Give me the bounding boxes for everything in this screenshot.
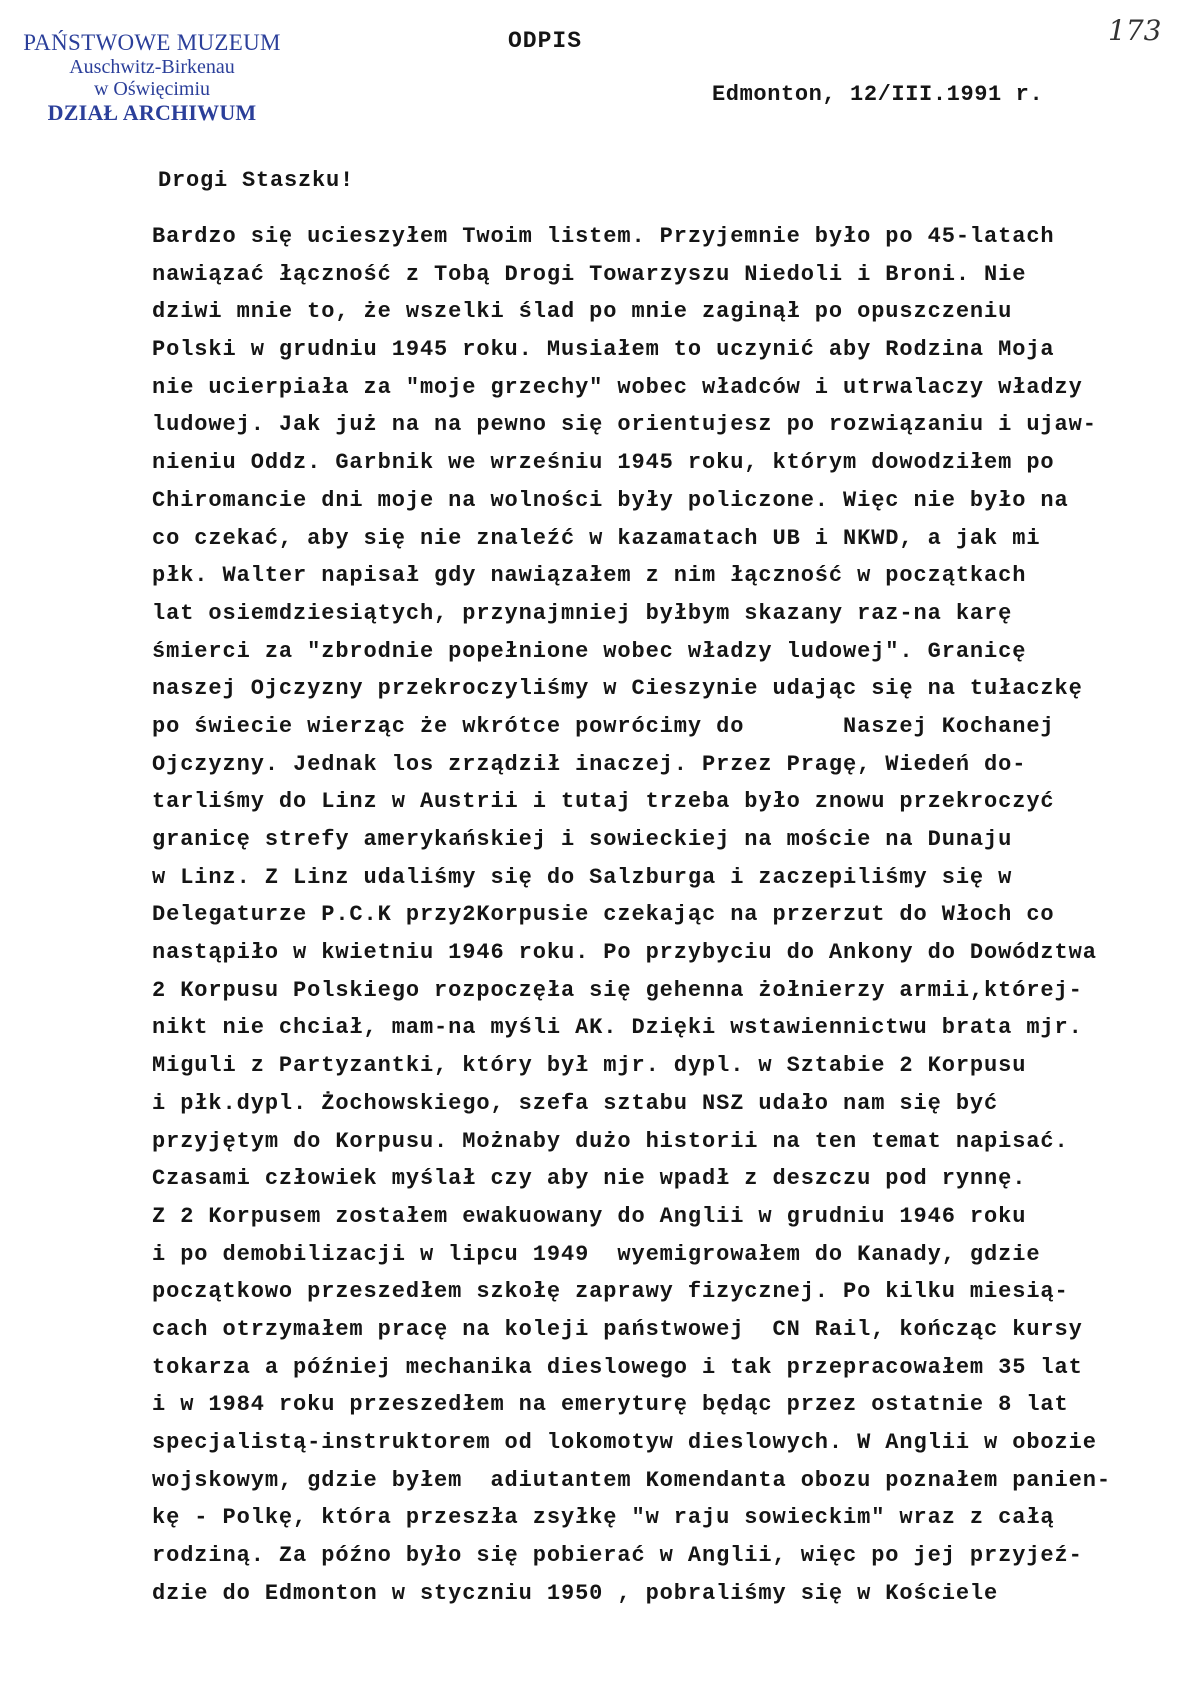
letter-line: wojskowym, gdzie byłem adiutantem Komendanta obozu poznałem panien- bbox=[152, 1467, 1111, 1493]
letter-line: lat osiemdziesiątych, przynajmniej byłbym skazany raz-na karę bbox=[152, 600, 1013, 626]
letter-line: śmierci za "zbrodnie popełnione wobec władzy ludowej". Granicę bbox=[152, 638, 1027, 664]
letter-line: co czekać, aby się nie znaleźć w kazamatach UB i NKWD, a jak mi bbox=[152, 525, 1041, 551]
letter-line: nikt nie chciał, mam-na myśli AK. Dzięki wstawiennictwu brata mjr. bbox=[152, 1015, 1083, 1041]
page-number: 173 bbox=[1108, 14, 1162, 47]
copy-label: ODPIS bbox=[508, 28, 583, 54]
letter-line: i w 1984 roku przeszedłem na emeryturę będąc przez ostatnie 8 lat bbox=[152, 1392, 1069, 1418]
letter-line: Polski w grudniu 1945 roku. Musiałem to uczynić aby Rodzina Moja bbox=[152, 337, 1055, 363]
stamp-department: DZIAŁ ARCHIWUM bbox=[47, 99, 257, 125]
letter-line: nawiązać łączność z Tobą Drogi Towarzyszu Niedoli i Broni. Nie bbox=[152, 261, 1027, 287]
place-date: Edmonton, 12/III.1991 r. bbox=[712, 82, 1044, 107]
letter-line: Delegaturze P.C.K przy2Korpusie czekając na przerzut do Włoch co bbox=[152, 902, 1055, 928]
letter-line: 2 Korpusu Polskiego rozpoczęła się gehenna żołnierzy armii,której- bbox=[152, 977, 1083, 1003]
letter-line: nie ucierpiała za "moje grzechy" wobec władców i utrwalaczy władzy bbox=[152, 374, 1083, 400]
letter-line: przyjętym do Korpusu. Możnaby dużo historii na ten temat napisać. bbox=[152, 1128, 1069, 1154]
letter-line: i po demobilizacji w lipcu 1949 wyemigrowałem do Kanady, gdzie bbox=[152, 1241, 1041, 1267]
letter-line: tarliśmy do Linz w Austrii i tutaj trzeba było znowu przekroczyć bbox=[152, 789, 1055, 815]
letter-line: Z 2 Korpusem zostałem ewakuowany do Anglii w grudniu 1946 roku bbox=[152, 1203, 1027, 1229]
letter-line: w Linz. Z Linz udaliśmy się do Salzburga i zaczepiliśmy się w bbox=[152, 864, 1013, 890]
letter-line: specjalistą-instruktorem od lokomotyw dieslowych. W Anglii w obozie bbox=[152, 1430, 1097, 1455]
letter-line: granicę strefy amerykańskiej i sowieckiej na moście na Dunaju bbox=[152, 827, 1013, 852]
letter-line: dzie do Edmonton w styczniu 1950 , pobraliśmy się w Kościele bbox=[152, 1580, 999, 1606]
salutation: Drogi Staszku! bbox=[158, 168, 355, 193]
letter-line: nieniu Oddz. Garbnik we wrześniu 1945 roku, którym dowodziłem po bbox=[152, 450, 1055, 476]
letter-line: Ojczyzny. Jednak los zrządził inaczej. Przez Pragę, Wiedeń do- bbox=[152, 751, 1027, 777]
letter-line: cach otrzymałem pracę na koleji państwowej CN Rail, kończąc kursy bbox=[152, 1316, 1083, 1342]
letter-line: początkowo przeszedłem szkołę zaprawy fizycznej. Po kilku miesią- bbox=[152, 1279, 1069, 1305]
letter-body bbox=[152, 218, 1192, 1612]
letter-line: Chiromancie dni moje na wolności były policzone. Więc nie było na bbox=[152, 487, 1069, 513]
stamp-town: w Oświęcimiu bbox=[93, 78, 211, 101]
letter-line: po świecie wierząc że wkrótce powrócimy do Naszej Kochanej bbox=[152, 713, 1055, 739]
letter-line: ludowej. Jak już na na pewno się orientujesz po rozwiązaniu i ujaw- bbox=[152, 412, 1097, 438]
stamp-location-name: Auschwitz-Birkenau bbox=[69, 55, 235, 78]
letter-line: rodziną. Za późno było się pobierać w Anglii, więc po jej przyjeź- bbox=[152, 1543, 1083, 1569]
letter-line: Czasami człowiek myślał czy aby nie wpadł z deszczu pod rynnę. bbox=[152, 1166, 1027, 1192]
letter-line: dziwi mnie to, że wszelki ślad po mnie zaginął po opuszczeniu bbox=[152, 299, 1013, 325]
letter-line: naszej Ojczyzny przekroczyliśmy w Cieszynie udając się na tułaczkę bbox=[152, 676, 1083, 702]
archive-stamp bbox=[12, 30, 292, 125]
letter-line: i płk.dypl. Żochowskiego, szefa sztabu NSZ udało nam się być bbox=[152, 1090, 999, 1116]
letter-line: płk. Walter napisał gdy nawiązałem z nim łączność w początkach bbox=[152, 563, 1027, 589]
letter-line: tokarza a później mechanika dieslowego i tak przepracowałem 35 lat bbox=[152, 1354, 1083, 1380]
letter-line: Bardzo się ucieszyłem Twoim listem. Przyjemnie było po 45-latach bbox=[152, 224, 1055, 249]
letter-line: nastąpiło w kwietniu 1946 roku. Po przybyciu do Ankony do Dowództwa bbox=[152, 940, 1097, 966]
letter-line: Miguli z Partyzantki, który był mjr. dypl. w Sztabie 2 Korpusu bbox=[152, 1053, 1027, 1079]
stamp-museum-name: PAŃSTWOWE MUZEUM bbox=[23, 30, 281, 55]
letter-line: kę - Polkę, która przeszła zsyłkę "w raju sowieckim" wraz z całą bbox=[152, 1505, 1055, 1531]
